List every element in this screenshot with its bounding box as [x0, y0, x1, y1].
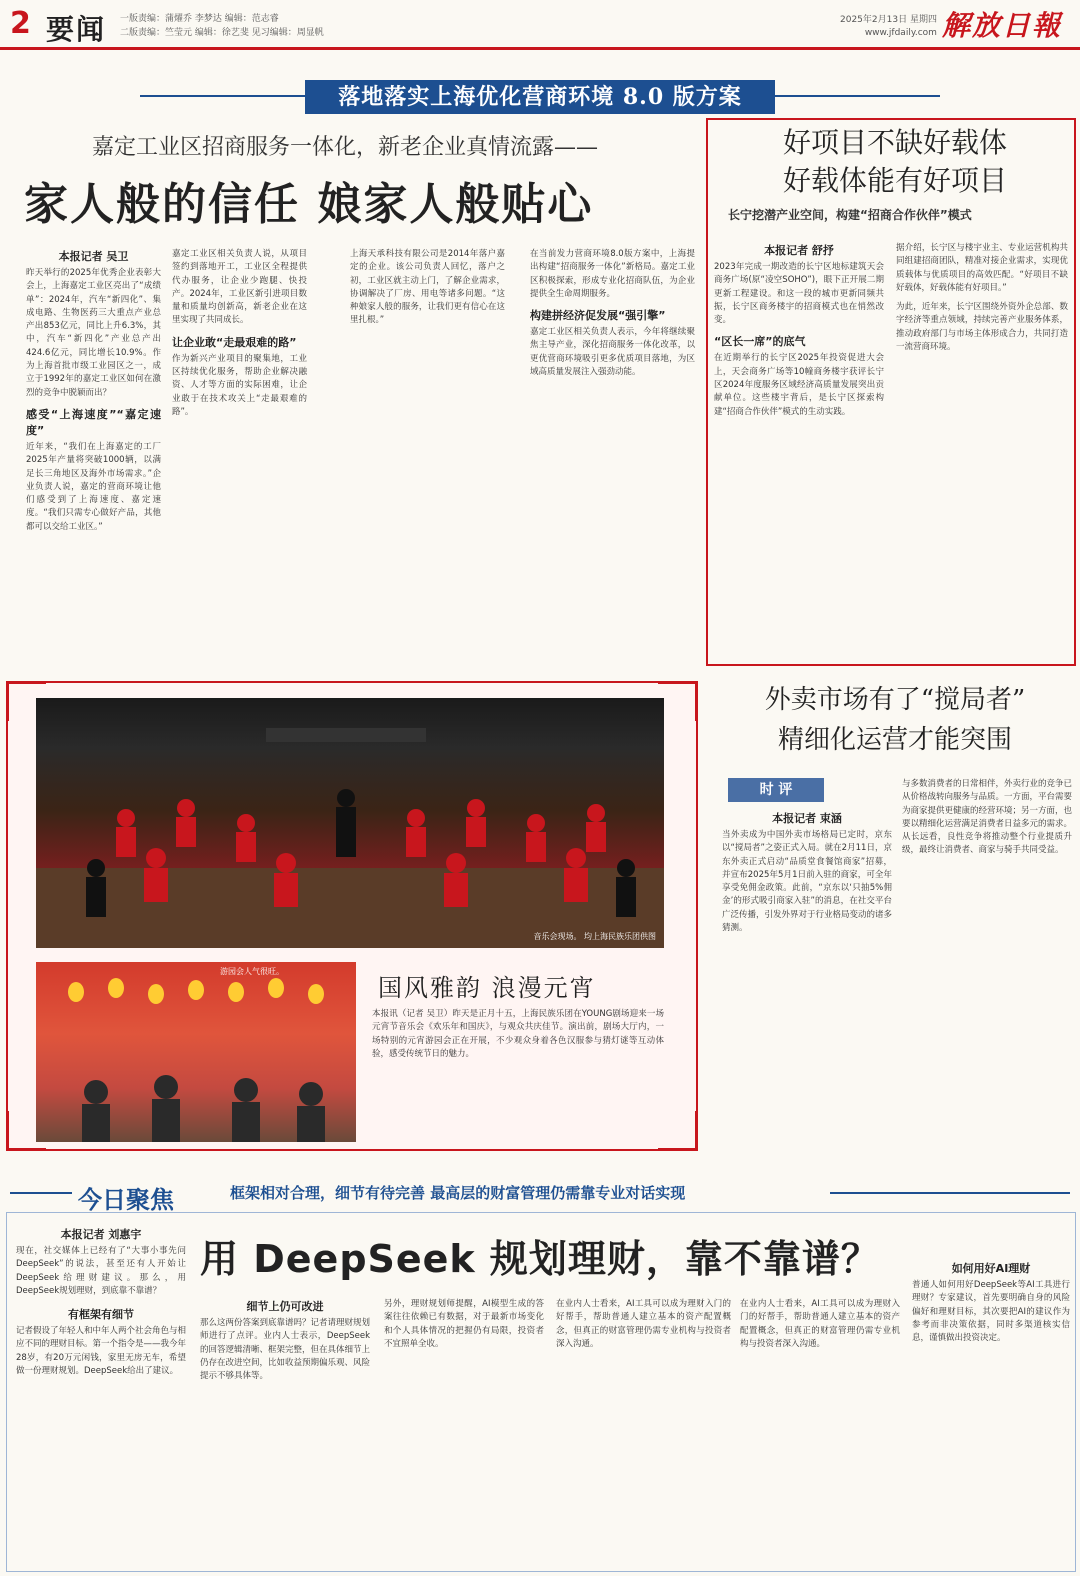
guofeng-headline: 国风雅韵 浪漫元宵 — [378, 974, 596, 1002]
lead-paragraph: 嘉定工业区相关负责人说，从项目签约到落地开工，工业区全程提供代办服务，让企业少跑腿、快投产。2024年，工业区新引进项目数量和质量均创新高，新老企业在这里实现了共同成长。 — [172, 249, 307, 326]
deepseek-paragraph: 普通人如何用好DeepSeek等AI工具进行理财？专家建议，首先要明确自身的风险偏好和理财目标，其次要把AI的建议作为参考而非决策依据，同时多渠道核实信息，谨慎做出投资决定。 — [912, 1280, 1070, 1344]
concert-photo — [36, 698, 664, 948]
deepseek-column-2 — [200, 1298, 370, 1566]
boxed-headline-line-2: 好载体能有好项目 — [782, 164, 1007, 197]
newspaper-logo: 解放日報 — [942, 9, 1063, 42]
commentary-paragraph: 当外卖成为中国外卖市场格局已定时，京东以“搅局者”之姿正式入局。就在2月11日，京东外卖正式启动“品质堂食餐馆商家”招募，并宣布2025年5月1日前入驻的商家，可全年享受免佣金政策。此前，“京东以‘只抽5%佣金’的形式吸引商家入驻”的消息，在社交平台广泛传播，引发外界对于行业格局变动的诸多猜测。 — [722, 830, 892, 934]
boxed-byline: 本报记者 舒抒 — [764, 244, 834, 257]
deepseek-column-1 — [16, 1226, 186, 1566]
lead-column-4 — [530, 248, 695, 662]
issue-date: 2025年2月13日 星期四 — [840, 15, 937, 25]
lead-paragraph: 昨天举行的2025年优秀企业表彰大会上，上海嘉定工业区亮出了“成绩单”：2024年，汽车“新四化”、集成电路、生物医药三大重点产业总产出853亿元，同比上升6.3%，其中，汽车“新四化”产业总产出424.6亿元，同比增长10.9%。作为上海首批市级工业园区之一，成立于1992年的嘉定工业区如何在激烈的竞争中脱颖而出？ — [26, 268, 161, 398]
lead-subhead: 感受“上海速度”“嘉定速度” — [26, 407, 161, 437]
masthead — [0, 0, 1080, 50]
lead-byline: 本报记者 吴卫 — [58, 250, 129, 263]
commentary-headline — [730, 680, 1060, 760]
guofeng-body: 本报讯（记者 吴卫）昨天是正月十五，上海民族乐团在YOUNG剧场迎来一场元宵节音乐会《欢乐年和国庆》，与观众共庆佳节。演出前，剧场大厅内，一场特别的元宵游园会正在开展，不少观众身着各色汉服参与猜灯谜等互动体验，感受传统节日的魅力。 — [372, 1009, 664, 1059]
corner-ornament — [658, 681, 698, 721]
page-number: 2 — [10, 6, 31, 41]
deepseek-byline: 本报记者 刘惠宇 — [60, 1228, 142, 1241]
photo-caption: 音乐会现场。 均上海民族乐团供图 — [533, 932, 656, 941]
commentary-column-1 — [722, 810, 892, 1160]
boxed-subhead: “区长一席”的底气 — [714, 335, 806, 349]
boxed-paragraph: 为此，近年来，长宁区围绕外资外企总部、数字经济等重点领域，持续完善产业服务体系，推动政府部门与市场主体形成合力，共同打造一流营商环境。 — [896, 302, 1068, 353]
lantern-illustration — [36, 962, 356, 1142]
topic-banner: 落地落实上海优化营商环境 8.0 版方案 — [305, 80, 775, 114]
deepseek-paragraph: 现在，社交媒体上已经有了“大事小事先问DeepSeek”的说法，甚至还有人开始让DeepSeek给理财建议。那么，用DeepSeek规划理财，到底靠不靠谱？ — [16, 1246, 186, 1296]
commentary-headline-line-1: 外卖市场有了“搅局者” — [764, 685, 1026, 715]
boxed-column-2 — [896, 242, 1068, 660]
lead-paragraph: 作为新兴产业项目的聚集地，工业区持续优化服务，帮助企业解决融资、人才等方面的实际困难，让企业敢于在技术攻关上“走最艰难的路”。 — [172, 353, 307, 417]
lead-paragraph: 上海天承科技有限公司是2014年落户嘉定的企业。该公司负责人回忆，落户之初，工业区就主动上门，了解企业需求，协调解决了厂房、用电等诸多问题。“这种娘家人般的服务，让我们更有信心在这里扎根。” — [350, 249, 505, 326]
lead-paragraph: 在当前发力营商环境8.0版方案中，上海提出构建“招商服务一体化”新格局。嘉定工业区积极探索，形成专业化招商队伍，为企业提供全生命周期服务。 — [530, 249, 695, 299]
lead-subhead: 构建拼经济促发展“强引擎” — [530, 309, 666, 323]
boxed-column-1 — [714, 242, 884, 660]
deepseek-subhead: 有框架有细节 — [68, 1308, 134, 1322]
deepseek-column-4: 在业内人士看来，AI工具可以成为理财入门的好帮手，帮助普通人建立基本的资产配置概念，但真正的财富管理仍需专业机构与投资者深入沟通。 — [556, 1299, 731, 1349]
lantern-festival-photo — [36, 962, 356, 1142]
deepseek-column-5: 在业内人士看来，AI工具可以成为理财入门的好帮手，帮助普通人建立基本的资产配置概念，但真正的财富管理仍需专业机构与投资者深入沟通。 — [740, 1299, 900, 1349]
editors-credits — [120, 12, 324, 40]
boxed-paragraph: 2023年完成一期改造的长宁区地标建筑天会商务广场(原“凌空SOHO”)，眼下正开展二期更新工程建设。和这一段的城市更新同频共振，长宁区商务楼宇的招商模式也在悄然改变。 — [714, 262, 884, 326]
deepseek-column-6 — [912, 1230, 1070, 1566]
deepseek-headline: 用 DeepSeek 规划理财，靠不靠谱？ — [200, 1237, 880, 1281]
section-name: 要闻 — [46, 13, 107, 46]
today-focus-subtitle: 框架相对合理，细节有待完善 最高层的财富管理仍需靠专业对话实现 — [230, 1184, 686, 1202]
deepseek-column-3: 另外，理财规划师提醒，AI模型生成的答案往往依赖已有数据，对于最新市场变化和个人具体情况的把握仍有局限，投资者不宜照单全收。 — [384, 1299, 544, 1349]
boxed-paragraph: 据介绍，长宁区与楼宇业主、专业运营机构共同组建招商团队，精准对接企业需求，实现优质载体与优质项目的高效匹配。“好项目不缺好载体，好载体能有好项目。” — [896, 243, 1068, 293]
editors-line-2: 二版责编：竺莹元 编辑：徐艺斐 见习编辑：周显帆 — [120, 28, 324, 38]
deepseek-paragraph: 那么这两份答案到底靠谱吗？记者请理财规划师进行了点评。业内人士表示，DeepSeek的回答逻辑清晰、框架完整，但在具体细节上仍存在改进空间，比如收益预期偏乐观、风险提示不够具体等。 — [200, 1318, 370, 1382]
deepseek-paragraph: 记者假设了年轻人和中年人两个社会角色与相应不同的理财目标。第一个指令是——我今年28岁，有20万元闲钱，家里无房无车，希望做一份理财规划。DeepSeek给出了建议。 — [16, 1326, 186, 1377]
boxed-headline-line-1: 好项目不缺好载体 — [782, 126, 1007, 159]
editors-line-1: 一版责编：蒲燿乔 李梦达 编辑：范志睿 — [120, 14, 279, 24]
lead-headline: 家人般的信任 娘家人般贴心 — [24, 179, 594, 230]
lead-column-3 — [350, 248, 505, 662]
boxed-story-deck: 长宁挖潜产业空间，构建“招商合作伙伴”模式 — [728, 208, 972, 222]
commentary-headline-line-2: 精细化运营才能突围 — [777, 725, 1012, 755]
commentary-tag: 时 评 — [728, 778, 824, 802]
lead-paragraph: 近年来，“我们在上海嘉定的工厂2025年产量将突破1000辆，以满足长三角地区及海外市场需求。”企业负责人说，嘉定的营商环境让他们感受到了上海速度、嘉定速度。“我们只需专心做好产品，其他都可以交给工业区。” — [26, 441, 161, 532]
lead-kicker: 嘉定工业区招商服务一体化，新老企业真情流露—— — [92, 135, 599, 160]
deepseek-subhead: 细节上仍可改进 — [246, 1300, 324, 1313]
dateline — [840, 14, 937, 40]
corner-ornament — [658, 1111, 698, 1151]
lead-subhead: 让企业敢“走最艰难的路” — [172, 335, 297, 349]
boxed-paragraph: 在近期举行的长宁区2025年投资促进大会上，天会商务广场等10幢商务楼宇获评长宁区2024年度服务区域经济高质量发展突出贡献单位。这些楼宇背后，是长宁区探索构建“招商合作伙伴”模式的生动实践。 — [714, 353, 884, 417]
lead-column-2 — [172, 248, 307, 662]
site-url[interactable]: www.jfdaily.com — [864, 28, 937, 38]
lead-column-1 — [26, 248, 161, 662]
orchestra-illustration — [36, 698, 664, 948]
lead-paragraph: 嘉定工业区相关负责人表示，今年将继续聚焦主导产业，深化招商服务一体化改革，以更优营商环境吸引更多优质项目落地，为区域高质量发展注入强劲动能。 — [530, 327, 695, 378]
photo-caption: 游园会人气很旺。 — [220, 967, 284, 976]
today-focus-label: 今日聚焦 — [78, 1186, 174, 1214]
boxed-story-headline — [735, 124, 1055, 200]
commentary-byline: 本报记者 束涵 — [772, 812, 842, 825]
commentary-column-2: 与多数消费者的日常相伴，外卖行业的竞争已从价格战转向服务与品质。一方面，平台需要为商家提供更健康的经营环境；另一方面，也要以精细化运营满足消费者日益多元的需求。从长远看，良性竞争将推动整个行业提质升级，最终让消费者、商家与骑手共同受益。 — [902, 779, 1072, 856]
deepseek-subhead: 如何用好AI理财 — [951, 1262, 1031, 1275]
